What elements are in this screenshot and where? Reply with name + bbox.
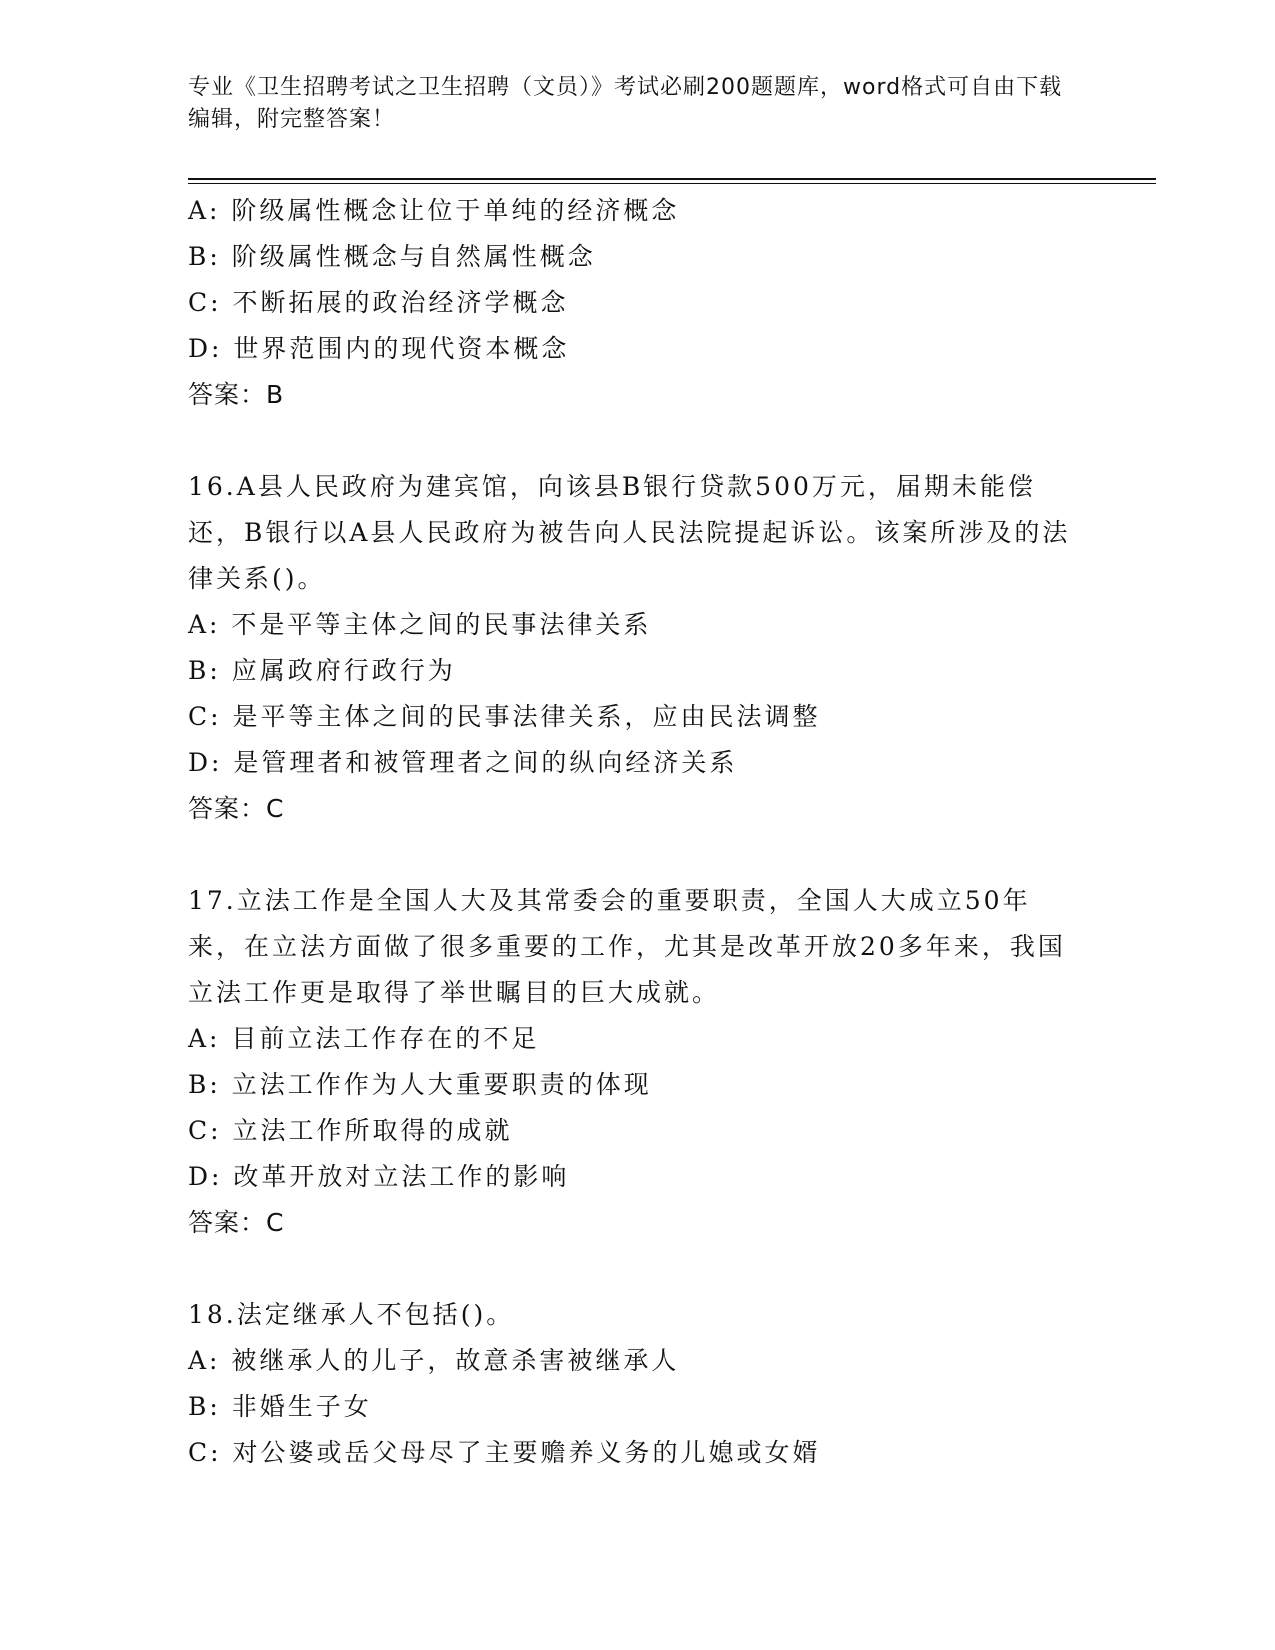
question-17 [188,878,1088,1246]
option-a: A: 不是平等主体之间的民事法律关系 [188,610,652,639]
option-b: B: 阶级属性概念与自然属性概念 [188,242,596,271]
header-divider-thin [188,183,1156,184]
option-b: B: 立法工作作为人大重要职责的体现 [188,1070,652,1099]
header-divider-thick [188,178,1156,180]
question-stem: 18.法定继承人不包括()。 [188,1300,515,1329]
question-16 [188,464,1088,832]
option-a: A: 被继承人的儿子，故意杀害被继承人 [188,1346,680,1375]
option-d: D: 是管理者和被管理者之间的纵向经济关系 [188,748,738,777]
option-c: C: 对公婆或岳父母尽了主要赡养义务的儿媳或女婿 [188,1438,821,1467]
option-b: B: 应属政府行政行为 [188,656,456,685]
question-15 [188,188,1088,418]
option-d: D: 改革开放对立法工作的影响 [188,1162,570,1191]
answer: 答案：B [188,380,285,409]
option-c: C: 立法工作所取得的成就 [188,1116,513,1145]
option-a: A: 目前立法工作存在的不足 [188,1024,540,1053]
question-18 [188,1292,1088,1476]
spacer [188,1246,1088,1292]
answer: 答案：C [188,794,285,823]
option-c: C: 不断拓展的政治经济学概念 [188,288,569,317]
question-stem: 16.A县人民政府为建宾馆，向该县B银行贷款500万元，届期未能偿还，B银行以A县人民政府为被告向人民法院提起诉讼。该案所涉及的法律关系()。 [188,472,1071,593]
question-list [188,188,1088,1476]
option-c: C: 是平等主体之间的民事法律关系，应由民法调整 [188,702,821,731]
spacer [188,418,1088,464]
question-stem: 17.立法工作是全国人大及其常委会的重要职责，全国人大成立50年来，在立法方面做了很多重要的工作，尤其是改革开放20多年来，我国立法工作更是取得了举世瞩目的巨大成就。 [188,886,1066,1007]
option-d: D: 世界范围内的现代资本概念 [188,334,570,363]
option-a: A: 阶级属性概念让位于单纯的经济概念 [188,196,680,225]
spacer [188,832,1088,878]
document-header: 专业《卫生招聘考试之卫生招聘（文员）》考试必刷200题题库，word格式可自由下载编辑，附完整答案！ [188,75,1063,132]
option-b: B: 非婚生子女 [188,1392,372,1421]
answer: 答案：C [188,1208,285,1237]
